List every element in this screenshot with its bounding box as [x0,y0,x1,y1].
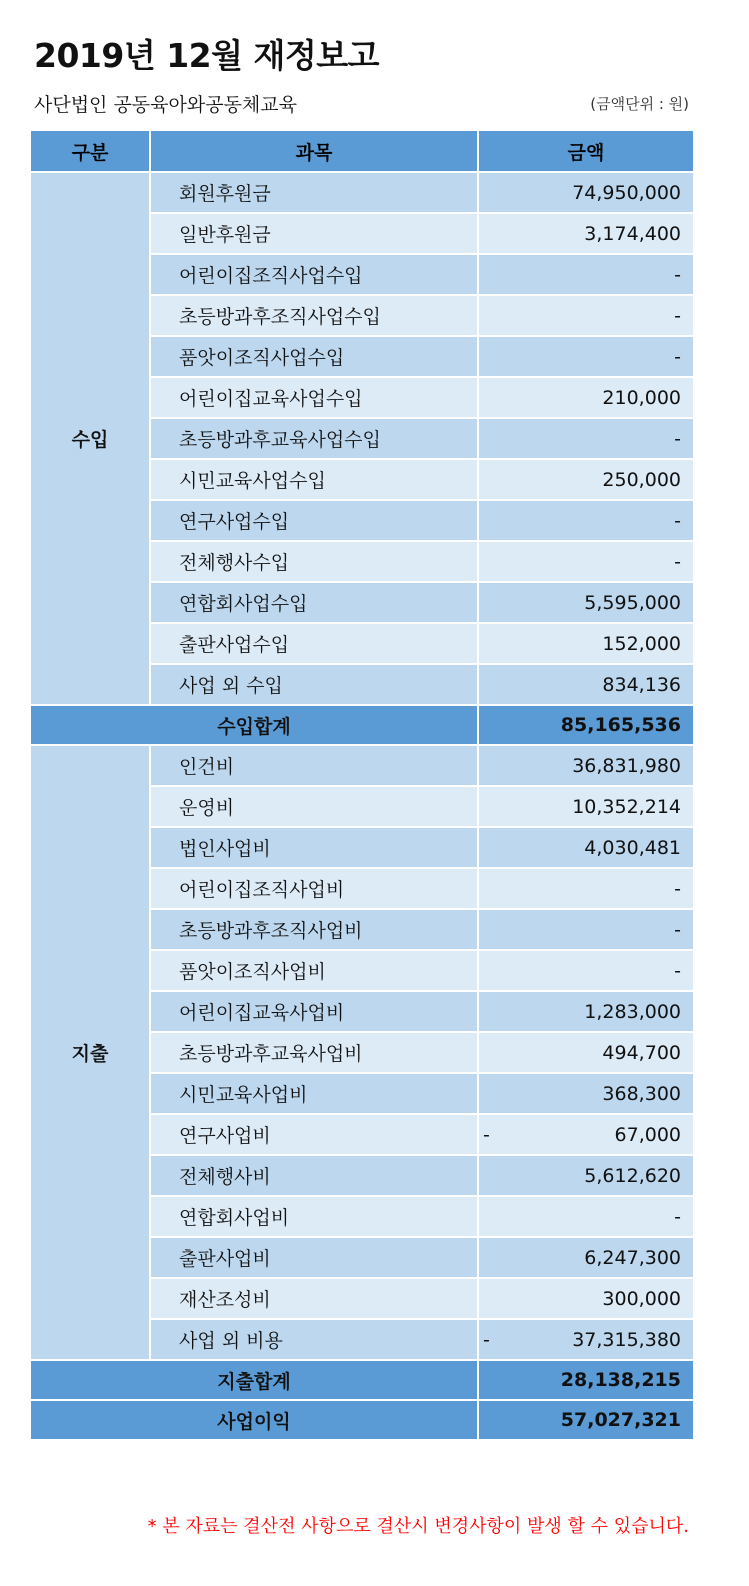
amount-cell [478,418,694,459]
amount-cell [478,827,694,868]
amount-cell [478,1114,694,1155]
item-cell: 사업 외 수입 [150,664,478,705]
amount-value: - [674,427,681,450]
page-title: 2019년 12월 재정보고 [34,36,380,75]
profit-label: 사업이익 [30,1400,478,1440]
amount-cell [478,1073,694,1114]
item-cell: 초등방과후조직사업비 [150,909,478,950]
finance-table [29,129,695,1441]
amount-value: 67,000 [614,1123,681,1146]
item-cell: 연구사업수입 [150,500,478,541]
item-cell: 품앗이조직사업수입 [150,336,478,377]
amount-value: 74,950,000 [572,181,681,204]
amount-cell [478,582,694,623]
amount-value: 152,000 [602,632,681,655]
item-cell: 초등방과후조직사업수입 [150,295,478,336]
amount-value: - [674,959,681,982]
amount-cell [478,1155,694,1196]
expense-total-amount: 28,138,215 [478,1360,694,1400]
item-cell: 초등방과후교육사업비 [150,1032,478,1073]
amount-value: 6,247,300 [584,1246,681,1269]
item-cell: 출판사업비 [150,1237,478,1278]
income-category-label: 수입 [30,172,150,705]
amount-cell [478,991,694,1032]
amount-cell [478,745,694,786]
item-cell: 재산조성비 [150,1278,478,1319]
amount-value: 368,300 [602,1082,681,1105]
amount-cell [478,336,694,377]
amount-cell [478,254,694,295]
amount-value: 494,700 [602,1041,681,1064]
item-cell: 출판사업수입 [150,623,478,664]
negative-sign: - [483,1123,490,1146]
amount-value: 5,612,620 [584,1164,681,1187]
item-cell: 일반후원금 [150,213,478,254]
item-cell: 어린이집조직사업수입 [150,254,478,295]
amount-value: - [674,509,681,532]
item-cell: 연구사업비 [150,1114,478,1155]
item-cell: 연합회사업비 [150,1196,478,1237]
negative-sign: - [483,1328,490,1351]
income-total-row [30,705,694,745]
amount-cell [478,172,694,213]
amount-value: 5,595,000 [584,591,681,614]
header-amount: 금액 [478,130,694,172]
amount-value: - [674,304,681,327]
amount-cell [478,459,694,500]
item-cell: 어린이집교육사업비 [150,991,478,1032]
amount-cell [478,623,694,664]
amount-value: - [674,263,681,286]
footnote: * 본 자료는 결산전 사항으로 결산시 변경사항이 발생 할 수 있습니다. [147,1516,689,1537]
item-cell: 인건비 [150,745,478,786]
item-cell: 사업 외 비용 [150,1319,478,1360]
amount-value: - [674,1205,681,1228]
item-cell: 법인사업비 [150,827,478,868]
amount-value: 300,000 [602,1287,681,1310]
item-cell: 초등방과후교육사업수입 [150,418,478,459]
expense-total-label: 지출합계 [30,1360,478,1400]
amount-cell [478,909,694,950]
amount-value: 834,136 [602,673,681,696]
amount-cell [478,1196,694,1237]
amount-cell [478,868,694,909]
amount-cell [478,295,694,336]
amount-cell [478,213,694,254]
amount-value: 1,283,000 [584,1000,681,1023]
table-row [30,172,694,213]
amount-cell [478,377,694,418]
item-cell: 어린이집교육사업수입 [150,377,478,418]
amount-value: - [674,877,681,900]
organization-name: 사단법인 공동육아와공동체교육 [34,94,297,116]
amount-value: - [674,550,681,573]
amount-cell [478,1032,694,1073]
item-cell: 회원후원금 [150,172,478,213]
item-cell: 운영비 [150,786,478,827]
amount-cell [478,1278,694,1319]
item-cell: 어린이집조직사업비 [150,868,478,909]
amount-value: - [674,345,681,368]
amount-value: - [674,918,681,941]
unit-note: (금액단위 : 원) [590,95,689,113]
amount-value: 37,315,380 [572,1328,681,1351]
item-cell: 전체행사비 [150,1155,478,1196]
amount-cell [478,1319,694,1360]
item-cell: 전체행사수입 [150,541,478,582]
amount-value: 3,174,400 [584,222,681,245]
amount-cell [478,541,694,582]
table-row [30,745,694,786]
amount-cell [478,1237,694,1278]
item-cell: 품앗이조직사업비 [150,950,478,991]
amount-cell [478,664,694,705]
item-cell: 시민교육사업수입 [150,459,478,500]
amount-value: 10,352,214 [572,795,681,818]
amount-value: 36,831,980 [572,754,681,777]
amount-value: 250,000 [602,468,681,491]
item-cell: 시민교육사업비 [150,1073,478,1114]
header-category: 구분 [30,130,150,172]
amount-value: 210,000 [602,386,681,409]
item-cell: 연합회사업수입 [150,582,478,623]
amount-cell [478,500,694,541]
amount-cell [478,950,694,991]
table-body [30,172,694,1440]
expense-category-label: 지출 [30,745,150,1360]
income-total-amount: 85,165,536 [478,705,694,745]
expense-total-row [30,1360,694,1400]
profit-amount: 57,027,321 [478,1400,694,1440]
amount-cell [478,786,694,827]
profit-row [30,1400,694,1440]
amount-value: 4,030,481 [584,836,681,859]
income-total-label: 수입합계 [30,705,478,745]
header-item: 과목 [150,130,478,172]
